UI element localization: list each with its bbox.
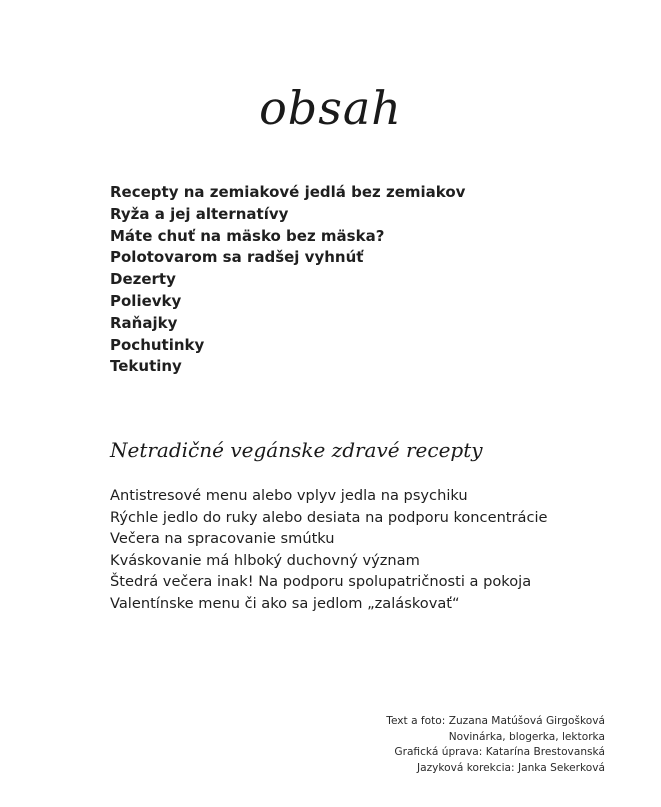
recipe-item: Večera na spracovanie smútku <box>110 530 335 548</box>
contents-item: Pochutinky <box>110 335 205 354</box>
contents-item: Tekutiny <box>110 357 182 376</box>
contents-item: Recepty na zemiakové jedlá bez zemiakov <box>110 183 466 201</box>
credit-line: Grafická úprava: Katarína Brestovanská <box>394 746 605 759</box>
contents-item: Polievky <box>110 291 182 310</box>
section-heading: Netradičné vegánske zdravé recepty <box>110 438 483 462</box>
contents-item: Polotovarom sa radšej vyhnúť <box>110 248 364 267</box>
recipe-item: Štedrá večera inak! Na podporu spolupatričnosti a pokoja <box>110 573 532 591</box>
recipe-item: Kváskovanie má hlboký duchovný význam <box>110 551 420 569</box>
contents-list <box>110 182 465 378</box>
recipe-item: Valentínske menu či ako sa jedlom „zaláskovať“ <box>110 594 460 612</box>
recipe-item: Rýchle jedlo do ruky alebo desiata na podporu koncentrácie <box>110 508 548 526</box>
contents-item: Raňajky <box>110 313 178 332</box>
credit-line: Jazyková korekcia: Janka Sekerková <box>416 761 605 774</box>
contents-item: Dezerty <box>110 270 176 289</box>
recipes-list <box>110 485 548 615</box>
credit-line: Novinárka, blogerka, lektorka <box>448 730 605 743</box>
contents-item: Ryža a jej alternatívy <box>110 204 289 223</box>
page-title: obsah <box>259 81 402 135</box>
credits <box>386 714 605 776</box>
credit-line: Text a foto: Zuzana Matúšová Girgošková <box>386 715 605 727</box>
recipe-item: Antistresové menu alebo vplyv jedla na psychiku <box>110 487 468 504</box>
contents-item: Máte chuť na mäsko bez mäska? <box>110 226 385 245</box>
